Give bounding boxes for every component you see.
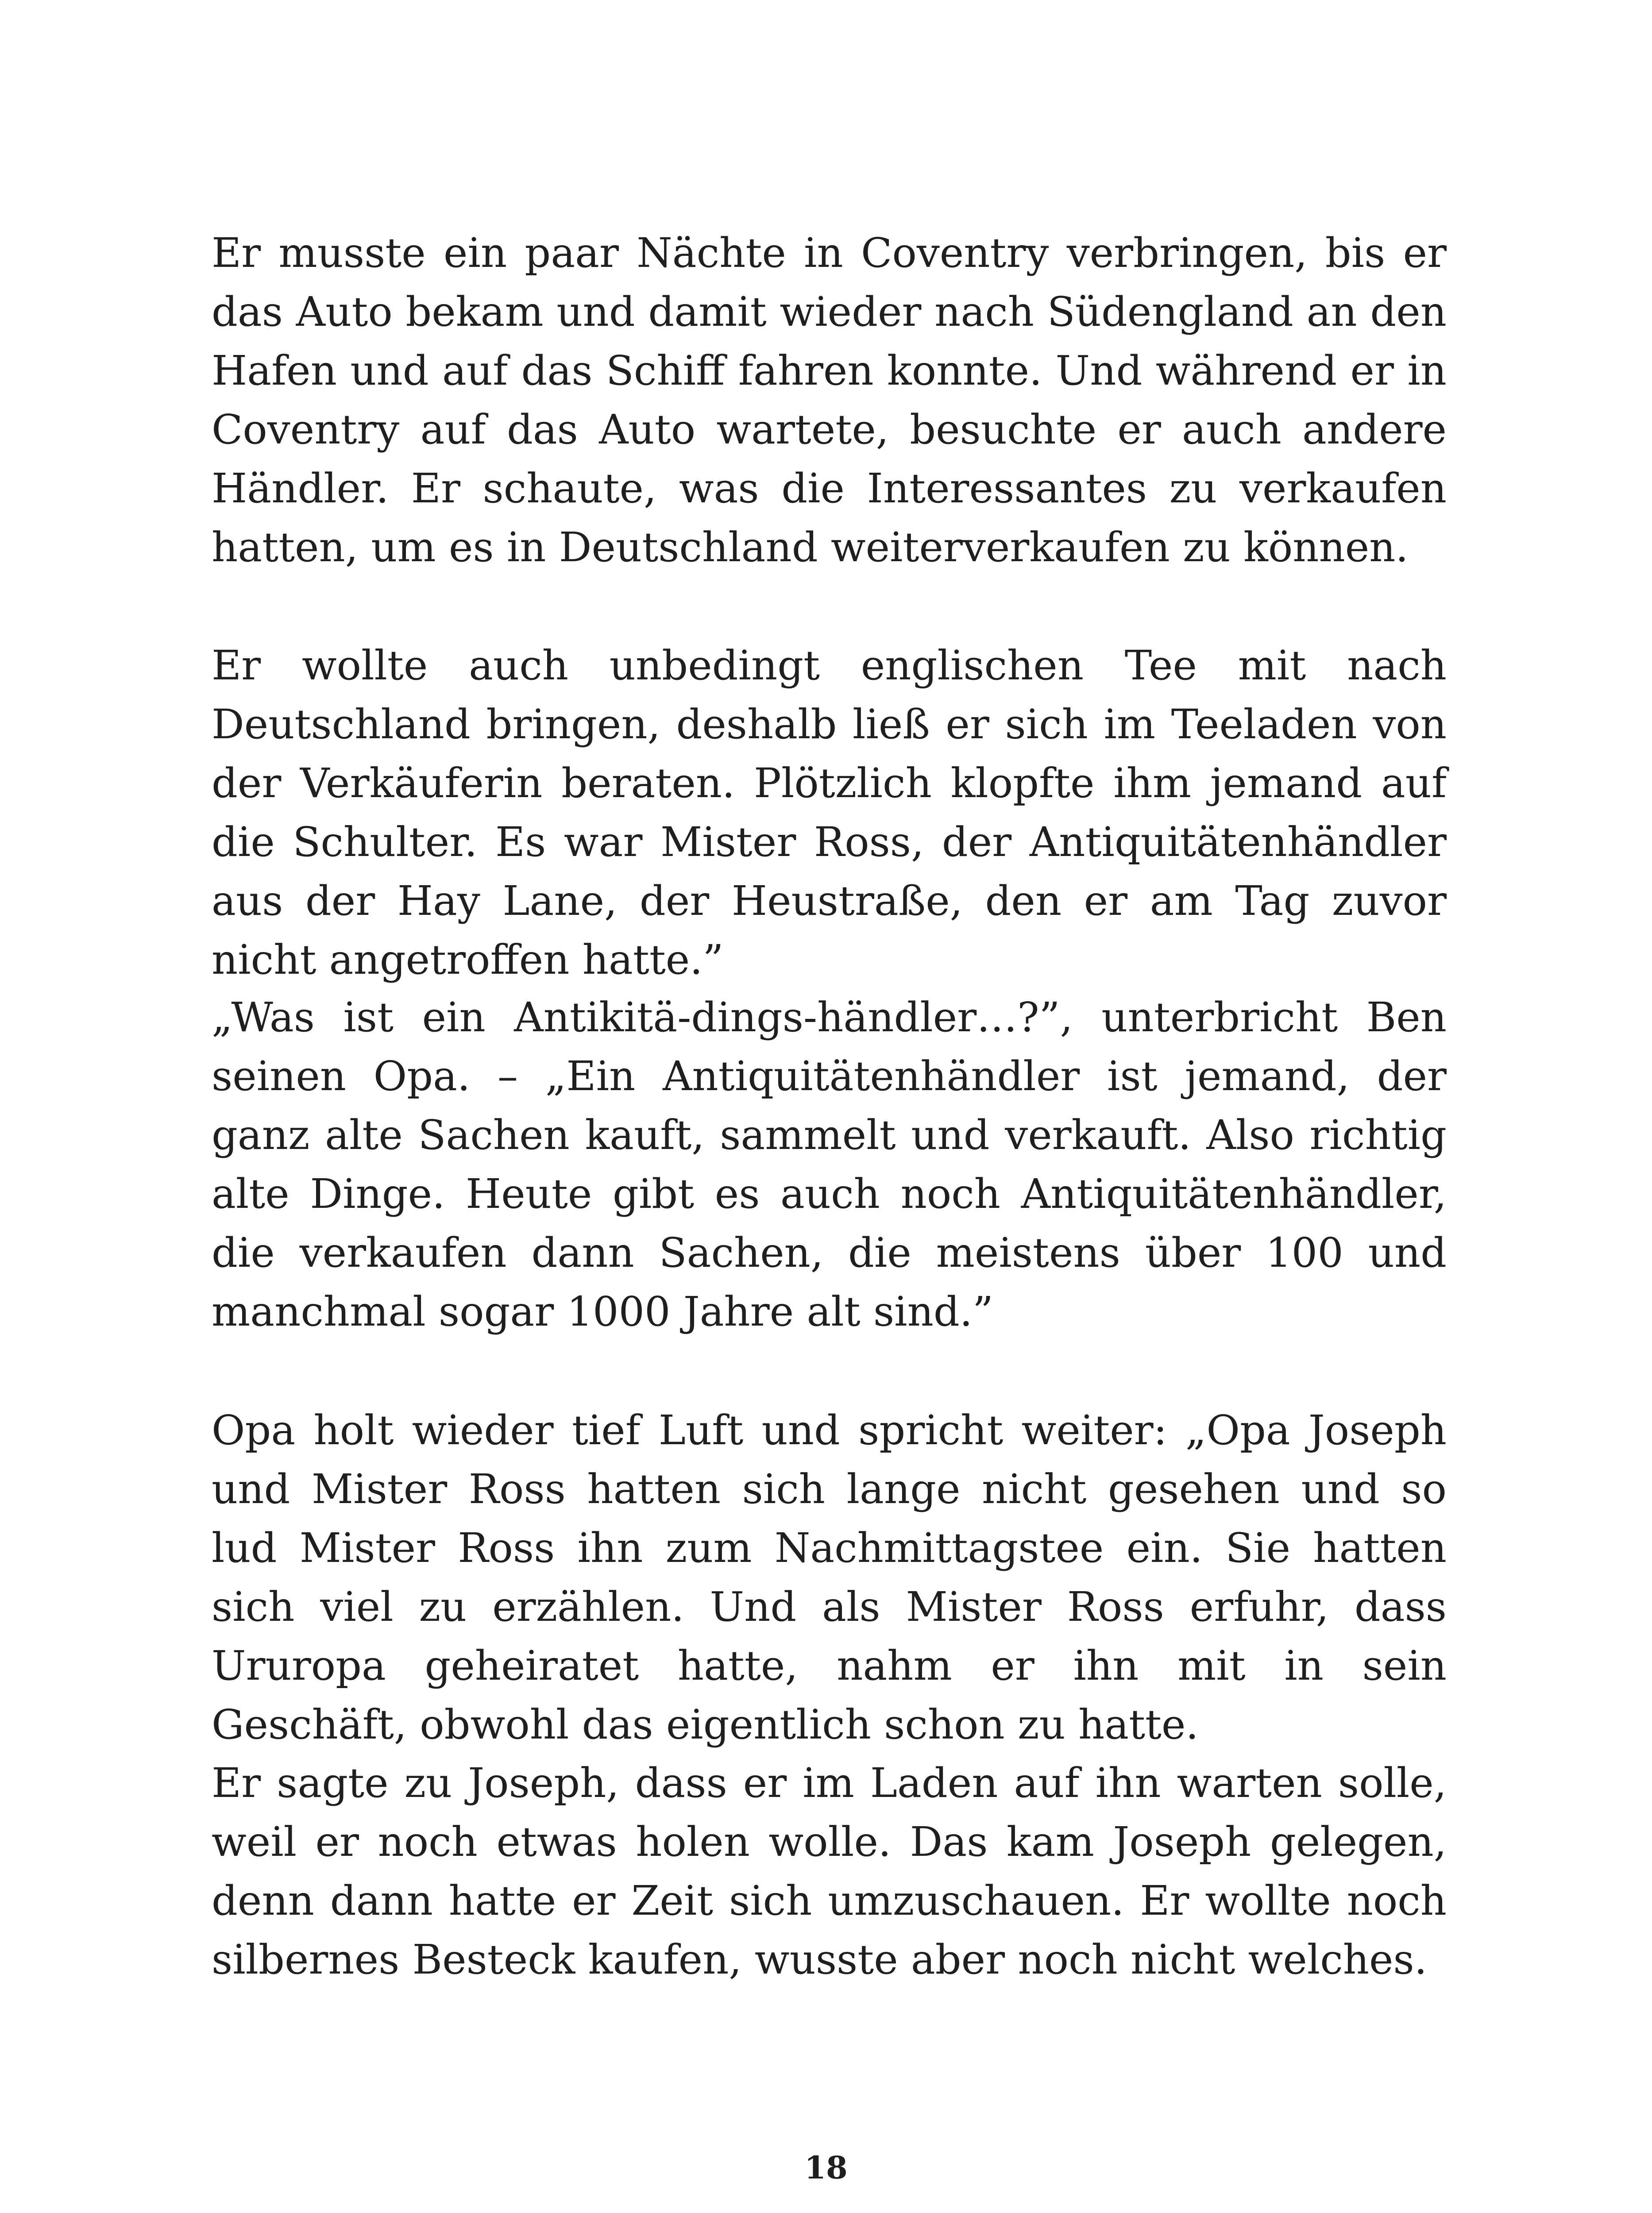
paragraph-text: Er sagte zu Joseph, dass er im Laden auf ihn warten solle, weil er noch etwas holen wolle. Das kam Joseph gelegen, denn dann hatte er Zeit sich umzuschauen. Er wollte noch silbernes Besteck kaufen, wusste aber noch nicht welches. — [212, 1759, 1447, 1983]
paragraph-text: „Was ist ein Antikitä-dings-händler…?”, unterbricht Ben seinen Opa. – „Ein Antiquitätenhändler ist jemand, der ganz alte Sachen kauft, sammelt und verkauft. Also richtig alte Dinge. Heute gibt es auch noch Antiquitätenhändler, die verkaufen dann Sachen, die meistens über 100 und manchmal sogar 1000 Jahre alt sind.” — [212, 994, 1447, 1335]
paragraph-2 — [212, 636, 1447, 989]
paragraph-5 — [212, 1754, 1447, 1989]
page-number: 18 — [804, 2149, 848, 2186]
paragraph-text: Er wollte auch unbedingt englischen Tee mit nach Deutschland bringen, deshalb ließ er sich im Teeladen von der Verkäuferin beraten. Plötzlich klopfte ihm jemand auf die Schulter. Es war Mister Ross, der Antiquitätenhändler aus der Hay Lane, der Heustraße, den er am Tag zuvor nicht angetroffen hatte.” — [212, 642, 1447, 983]
paragraph-text: Opa holt wieder tief Luft und spricht weiter: „Opa Joseph und Mister Ross hatten sich lange nicht gesehen und so lud Mister Ross ihn zum Nachmittagstee ein. Sie hatten sich viel zu erzählen. Und als Mister Ross erfuhr, dass Ururopa geheiratet hatte, nahm er ihn mit in sein Geschäft, obwohl das eigentlich schon zu hatte. — [212, 1407, 1447, 1748]
paragraph-4 — [212, 1401, 1447, 1754]
paragraph-1 — [212, 224, 1447, 577]
paragraph-text: Er musste ein paar Nächte in Coventry verbringen, bis er das Auto bekam und damit wieder nach Südengland an den Hafen und auf das Schiff fahren konnte. Und während er in Coventry auf das Auto wartete, besuchte er auch andere Händler. Er schaute, was die Interessantes zu verkaufen hatten, um es in Deutschland weiterverkaufen zu können. — [212, 229, 1447, 571]
paragraph-3 — [212, 988, 1447, 1341]
